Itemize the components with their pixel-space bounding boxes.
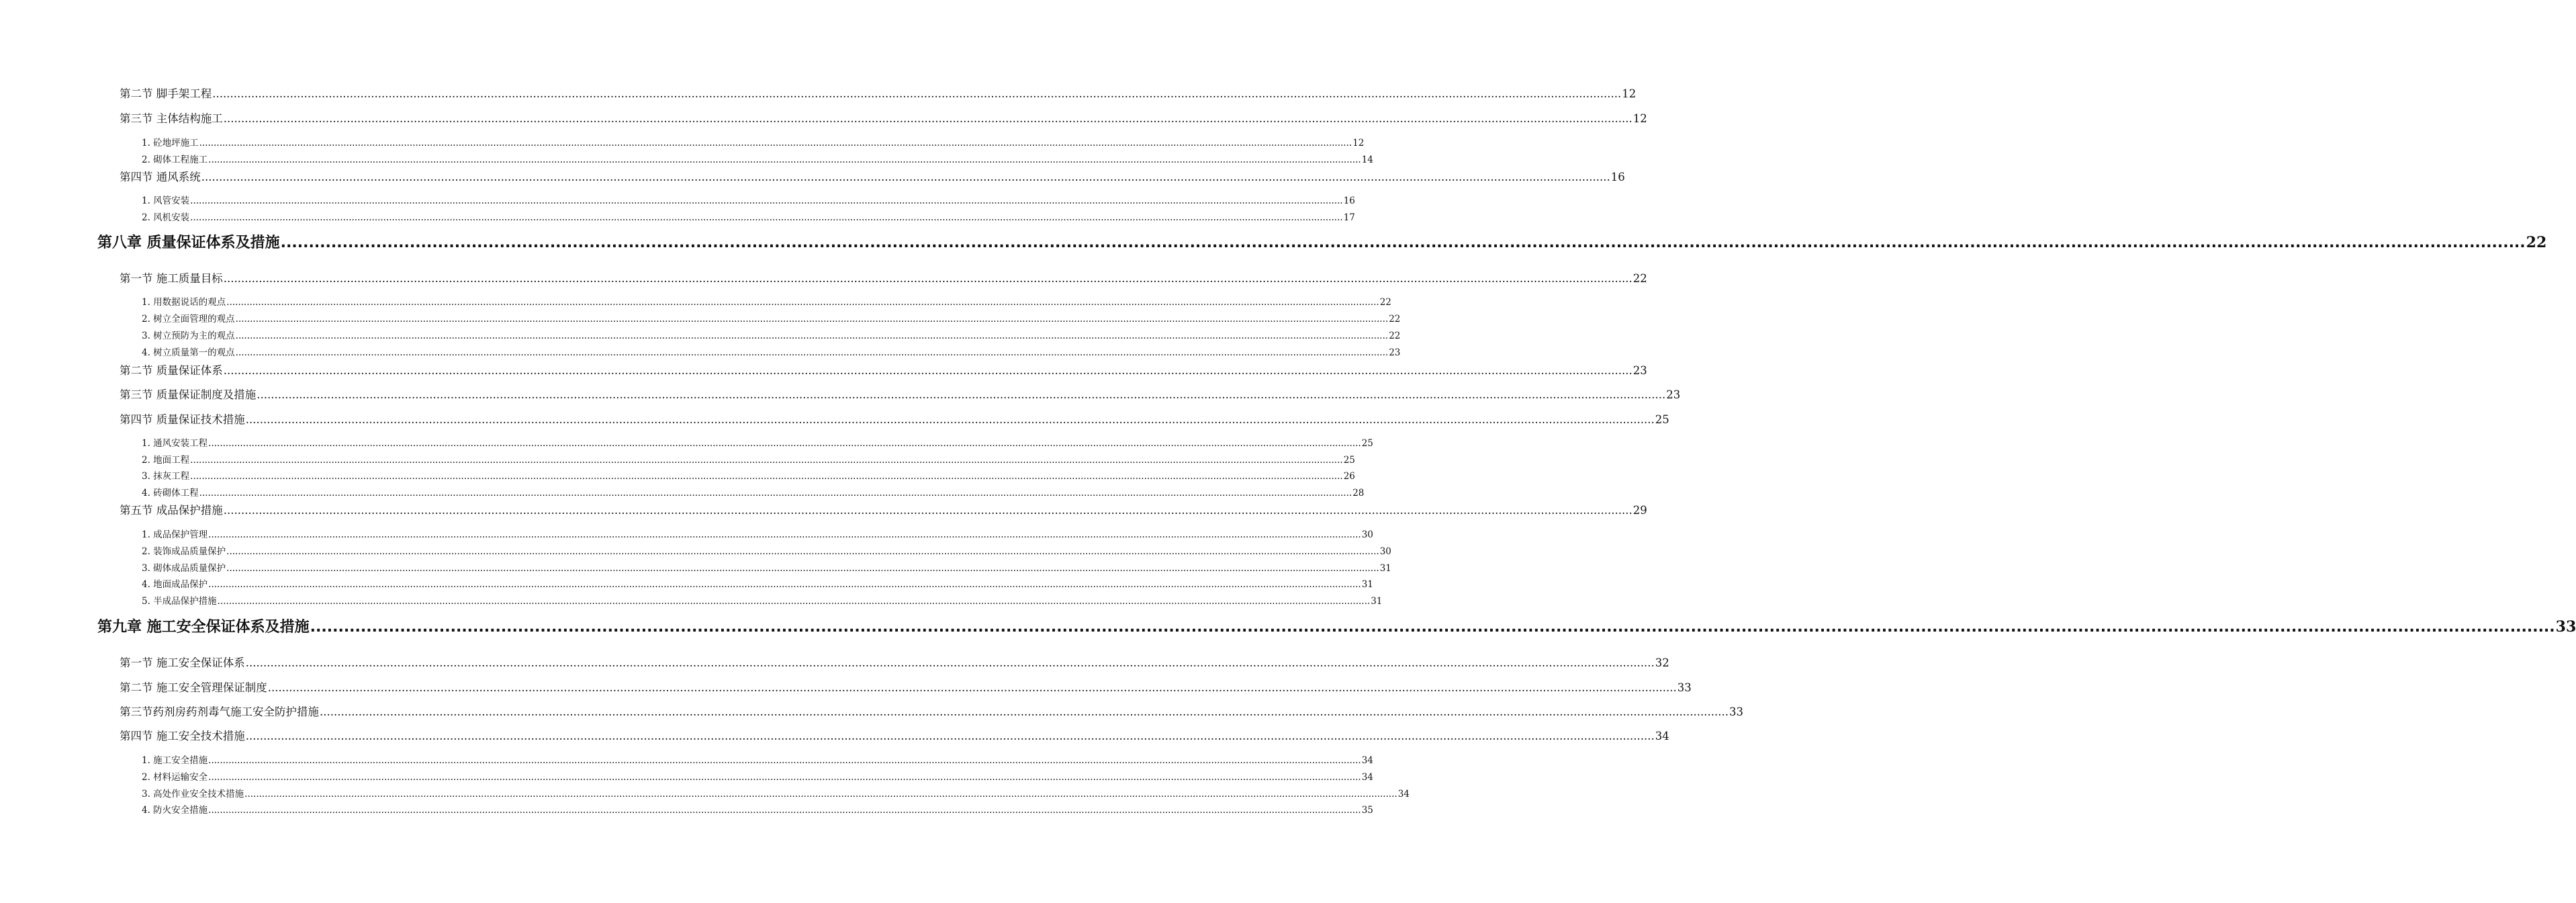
toc-entry-title: 3. 高处作业安全技术措施 <box>142 789 244 800</box>
toc-entry-title: 第九章 施工安全保证体系及措施 <box>97 619 310 636</box>
toc-entry[interactable] <box>142 311 1401 325</box>
toc-page-number: 22 <box>1379 297 1391 308</box>
toc-entry[interactable] <box>120 386 1681 402</box>
toc-page-number: 34 <box>1361 772 1373 783</box>
dot-leader: ................................................................................................................................................................................................................................................................................................................................................................................................................ <box>190 212 1343 223</box>
dot-leader: ................................................................................................................................................................................................................................................................................................................................................................................................................ <box>208 772 1361 783</box>
toc-entry-title: 1. 施工安全措施 <box>142 755 208 766</box>
toc-entry[interactable] <box>120 411 1669 427</box>
toc-page-number: 33 <box>1677 681 1692 694</box>
toc-page-number: 31 <box>1371 596 1383 607</box>
toc-page-number: 16 <box>1610 171 1625 183</box>
toc-page-number: 23 <box>1666 388 1681 401</box>
toc-page-number: 12 <box>1632 112 1647 125</box>
toc-entry[interactable] <box>142 468 1355 482</box>
toc-entry[interactable] <box>120 269 1647 286</box>
dot-leader: ................................................................................................................................................................................................................................................................................................................................................................................................................ <box>257 388 1666 401</box>
toc-entry-title: 2. 树立全面管理的观点 <box>142 314 235 325</box>
toc-entry-title: 1. 成品保护管理 <box>142 529 208 540</box>
dot-leader: ................................................................................................................................................................................................................................................................................................................................................................................................................ <box>235 314 1389 325</box>
toc-entry[interactable] <box>120 168 1625 184</box>
toc-page-number: 14 <box>1361 155 1373 165</box>
toc-entry-title: 第二节 脚手架工程 <box>120 87 212 100</box>
toc-entry-title: 第二节 施工安全管理保证制度 <box>120 681 267 694</box>
dot-leader: ................................................................................................................................................................................................................................................................................................................................................................................................................ <box>226 297 1379 308</box>
dot-leader: ................................................................................................................................................................................................................................................................................................................................................................................................................ <box>244 789 1397 800</box>
toc-entry[interactable] <box>142 294 1391 308</box>
dot-leader: ................................................................................................................................................................................................................................................................................................................................................................................................................ <box>320 705 1729 718</box>
toc-entry-title: 3. 砌体成品质量保护 <box>142 563 226 574</box>
dot-leader: ................................................................................................................................................................................................................................................................................................................................................................................................................ <box>235 347 1389 358</box>
toc-entry[interactable] <box>142 769 1373 783</box>
toc-page-number: 35 <box>1361 805 1373 816</box>
toc-entry-title: 2. 砌体工程施工 <box>142 155 208 165</box>
toc-entry[interactable] <box>142 786 1410 800</box>
toc-entry-title: 4. 砖砌体工程 <box>142 488 199 499</box>
toc-page-number: 23 <box>1389 347 1401 358</box>
toc-page-number: 34 <box>1397 789 1410 800</box>
toc-page-number: 28 <box>1352 488 1365 499</box>
dot-leader: ................................................................................................................................................................................................................................................................................................................................................................................................................ <box>201 171 1610 183</box>
toc-entry[interactable] <box>142 435 1373 449</box>
toc-page-number: 32 <box>1655 656 1669 669</box>
toc-entry[interactable] <box>120 679 1692 695</box>
toc-entry-title: 4. 地面成品保护 <box>142 579 208 590</box>
toc-page-number: 23 <box>1632 364 1647 377</box>
toc-page-number: 22 <box>1389 314 1401 325</box>
dot-leader: ................................................................................................................................................................................................................................................................................................................................................................................................................ <box>208 805 1361 816</box>
toc-page-number: 12 <box>1352 138 1365 148</box>
toc-entry-title: 第五节 成品保护措施 <box>120 504 223 517</box>
toc-page-number: 16 <box>1343 196 1355 206</box>
dot-leader: ................................................................................................................................................................................................................................................................................................................................................................................................................ <box>190 196 1343 206</box>
dot-leader: ................................................................................................................................................................................................................................................................................................................................................................................................................ <box>226 546 1379 557</box>
toc-page-number: 29 <box>1632 504 1647 517</box>
dot-leader: ................................................................................................................................................................................................................................................................................................................................................................................................................ <box>208 529 1361 540</box>
toc-chapter-entry[interactable] <box>97 615 2576 636</box>
toc-page-number: 22 <box>1389 331 1401 341</box>
toc-page-number: 22 <box>2526 234 2547 251</box>
dot-leader: ................................................................................................................................................................................................................................................................................................................................................................................................................ <box>223 364 1632 377</box>
toc-entry[interactable] <box>120 654 1669 670</box>
toc-page-number: 31 <box>1361 579 1373 590</box>
toc-entry-title: 2. 材料运输安全 <box>142 772 208 783</box>
toc-entry-title: 2. 风机安装 <box>142 212 190 223</box>
toc-entry[interactable] <box>120 703 1743 719</box>
dot-leader: ................................................................................................................................................................................................................................................................................................................................................................................................................ <box>223 504 1632 517</box>
toc-entry-title: 第四节 施工安全技术措施 <box>120 730 245 742</box>
toc-entry-title: 4. 树立质量第一的观点 <box>142 347 235 358</box>
toc-entry-title: 5. 半成品保护措施 <box>142 596 217 607</box>
dot-leader: ................................................................................................................................................................................................................................................................................................................................................................................................................ <box>208 438 1361 449</box>
toc-entry-title: 3. 树立预防为主的观点 <box>142 331 235 341</box>
toc-entry-title: 第八章 质量保证体系及措施 <box>97 234 280 251</box>
toc-page-number: 17 <box>1343 212 1355 223</box>
toc-entry[interactable] <box>142 752 1373 766</box>
toc-entry[interactable] <box>142 328 1401 341</box>
toc-entry-title: 4. 防火安全措施 <box>142 805 208 816</box>
dot-leader: ................................................................................................................................................................................................................................................................................................................................................................................................................ <box>208 755 1361 766</box>
dot-leader: ................................................................................................................................................................................................................................................................................................................................................................................................................ <box>223 112 1632 125</box>
toc-entry[interactable] <box>142 152 1373 165</box>
toc-page-number: 26 <box>1343 471 1355 482</box>
dot-leader: ................................................................................................................................................................................................................................................................................................................................................................................................................ <box>208 155 1361 165</box>
toc-entry[interactable] <box>120 727 1669 743</box>
toc-entry-title: 1. 用数据说话的观点 <box>142 297 226 308</box>
dot-leader: ................................................................................................................................................................................................................................................................................................................................................................................................................ <box>267 681 1677 694</box>
dot-leader: ................................................................................................................................................................................................................................................................................................................................................................................................................ <box>245 413 1655 426</box>
toc-page-number: 33 <box>1729 705 1743 718</box>
toc-page-number: 25 <box>1655 413 1669 426</box>
toc-entry-title: 第三节 质量保证制度及措施 <box>120 388 257 401</box>
toc-page-number: 25 <box>1343 455 1355 466</box>
toc-entry[interactable] <box>142 135 1365 148</box>
toc-entry-title: 第三节药剂房药剂毒气施工安全防护措施 <box>120 705 319 718</box>
dot-leader: ................................................................................................................................................................................................................................................................................................................................................................................................................ <box>190 471 1343 482</box>
toc-entry[interactable] <box>142 210 1355 223</box>
toc-entry-title: 第三节 主体结构施工 <box>120 112 223 125</box>
toc-entry-title: 第四节 质量保证技术措施 <box>120 413 245 426</box>
dot-leader: ................................................................................................................................................................................................................................................................................................................................................................................................................ <box>280 234 2526 251</box>
toc-entry[interactable] <box>142 452 1355 466</box>
dot-leader: ................................................................................................................................................................................................................................................................................................................................................................................................................ <box>217 596 1371 607</box>
toc-entry[interactable] <box>120 85 1637 101</box>
dot-leader: ................................................................................................................................................................................................................................................................................................................................................................................................................ <box>212 87 1622 100</box>
toc-entry[interactable] <box>142 544 1391 557</box>
toc-entry[interactable] <box>142 560 1391 574</box>
toc-page-number: 33 <box>2555 618 2576 636</box>
toc-entry[interactable] <box>142 345 1401 358</box>
dot-leader: ................................................................................................................................................................................................................................................................................................................................................................................................................ <box>245 730 1655 742</box>
toc-entry[interactable] <box>120 361 1647 378</box>
dot-leader: ................................................................................................................................................................................................................................................................................................................................................................................................................ <box>199 488 1352 499</box>
dot-leader: ................................................................................................................................................................................................................................................................................................................................................................................................................ <box>190 455 1343 466</box>
toc-entry-title: 1. 通风安装工程 <box>142 438 208 449</box>
dot-leader: ................................................................................................................................................................................................................................................................................................................................................................................................................ <box>208 579 1361 590</box>
dot-leader: ................................................................................................................................................................................................................................................................................................................................................................................................................ <box>235 331 1389 341</box>
toc-entry-title: 第一节 施工安全保证体系 <box>120 656 245 669</box>
toc-page-number: 22 <box>1632 272 1647 285</box>
toc-entry[interactable] <box>142 576 1373 590</box>
toc-entry-title: 2. 装饰成品质量保护 <box>142 546 226 557</box>
toc-entry-title: 第二节 质量保证体系 <box>120 364 223 377</box>
toc-entry[interactable] <box>142 485 1365 499</box>
toc-entry-title: 1. 砼地坪施工 <box>142 138 199 148</box>
toc-entry-title: 3. 抹灰工程 <box>142 471 190 482</box>
toc-entry-title: 2. 地面工程 <box>142 455 190 466</box>
toc-entry[interactable] <box>120 501 1647 517</box>
toc-page-number: 34 <box>1655 730 1669 742</box>
toc-chapter-entry[interactable] <box>97 231 2547 252</box>
toc-entry[interactable] <box>142 193 1355 206</box>
dot-leader: ................................................................................................................................................................................................................................................................................................................................................................................................................ <box>223 272 1632 285</box>
dot-leader: ................................................................................................................................................................................................................................................................................................................................................................................................................ <box>245 656 1655 669</box>
toc-page-number: 25 <box>1361 438 1373 449</box>
toc-page-number: 34 <box>1361 755 1373 766</box>
toc-entry-title: 第一节 施工质量目标 <box>120 272 223 285</box>
toc-page-number: 12 <box>1622 87 1637 100</box>
dot-leader: ................................................................................................................................................................................................................................................................................................................................................................................................................ <box>199 138 1352 148</box>
dot-leader: ................................................................................................................................................................................................................................................................................................................................................................................................................ <box>310 619 2555 636</box>
toc-page-number: 30 <box>1379 546 1391 557</box>
toc-entry[interactable] <box>120 110 1647 126</box>
toc-entry[interactable] <box>142 527 1373 540</box>
dot-leader: ................................................................................................................................................................................................................................................................................................................................................................................................................ <box>226 563 1379 574</box>
toc-entry[interactable] <box>142 802 1373 816</box>
toc-page-number: 31 <box>1379 563 1391 574</box>
toc-entry[interactable] <box>142 593 1383 607</box>
toc-entry-title: 1. 风管安装 <box>142 196 190 206</box>
toc-entry-title: 第四节 通风系统 <box>120 171 201 183</box>
toc-page-number: 30 <box>1361 529 1373 540</box>
